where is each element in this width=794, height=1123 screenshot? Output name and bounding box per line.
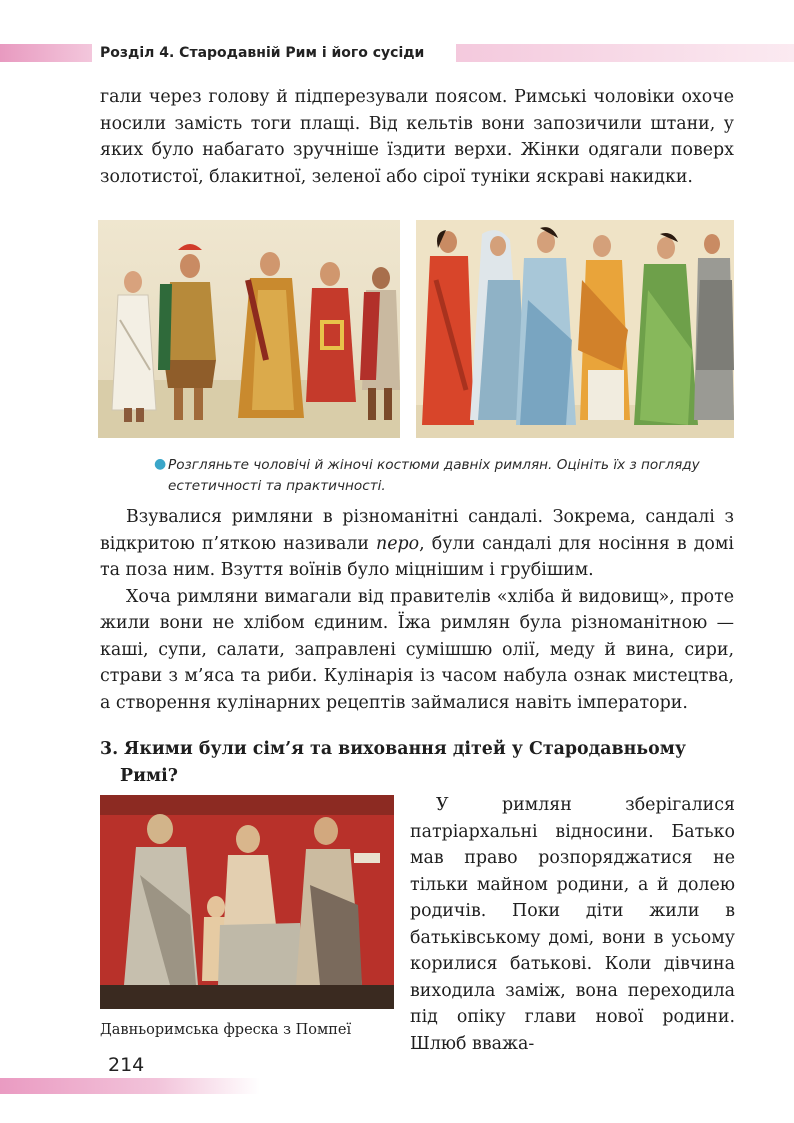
women-costumes-illustration <box>416 220 734 438</box>
paragraph: гали через голову й підперезували поясом. Римські чоловіки охоче носили замість тоги плащі. Від кельтів вони запозичили штани, у яких було набагато зручніше їздити верхи. Жінки одягали поверх золотистої, блакитної, зеленої або сірої туніки яскраві накидки. <box>100 87 734 187</box>
men-costumes-illustration <box>98 220 400 438</box>
caption-text: Розгляньте чоловічі й жіночі костюми давніх римлян. Оцініть їх з погляду естетичності та практичності. <box>168 457 700 494</box>
chapter-title: Розділ 4. Стародавній Рим і його сусіди <box>100 45 425 61</box>
image-caption <box>154 455 738 497</box>
footer-accent-bar <box>0 1078 260 1094</box>
section-heading <box>100 736 736 789</box>
paragraph-family: У римлян зберігалися патріархальні відносини. Батько мав право розпоряджатися не тільки майном родини, а й долею родичів. Поки діти жили в батьківському домі, вони в усьому корилися батькові. Коли дівчина виходила заміж, вона переходила під опіку глави нової родини. Шлюб вважа- <box>410 795 735 1054</box>
page-number: 214 <box>108 1054 145 1076</box>
emphasis-term: перо <box>376 533 420 554</box>
family-text-column <box>410 792 735 1057</box>
fresco-caption: Давньоримська фреска з Помпеї <box>100 1022 352 1038</box>
main-text-block <box>100 504 734 716</box>
bullet-icon: ● <box>154 456 167 472</box>
section-title-line1: Якими були сім’я та виховання дітей у Стародавньому <box>124 739 686 759</box>
pompeii-fresco <box>100 795 394 1009</box>
intro-text-block <box>100 84 734 190</box>
header-accent-bar-left <box>0 44 92 62</box>
paragraph-food: Хоча римляни вимагали від правителів «хліба й видовищ», проте жили вони не хлібом єдиним. Їжа римлян була різноманітною — каші, супи, салати, заправлені сумішшю олії, меду й вина, сири, страви з м’яса та риби. Кулінарія із часом набула ознак мистецтва, а створення кулінарних рецептів займалися навіть імператори. <box>100 586 734 713</box>
header-accent-bar-right <box>456 44 794 62</box>
section-number: 3. <box>100 739 119 759</box>
paragraph-sandals: Взувалися римляни в різноманітні сандалі. Зокрема, сандалі з відкритою п’яткою називали перо, були сандалі для носіння в домі та поза ним. Взуття воїнів було міцнішим і грубішим. <box>100 507 734 580</box>
section-title-line2: Римі? <box>120 765 178 786</box>
